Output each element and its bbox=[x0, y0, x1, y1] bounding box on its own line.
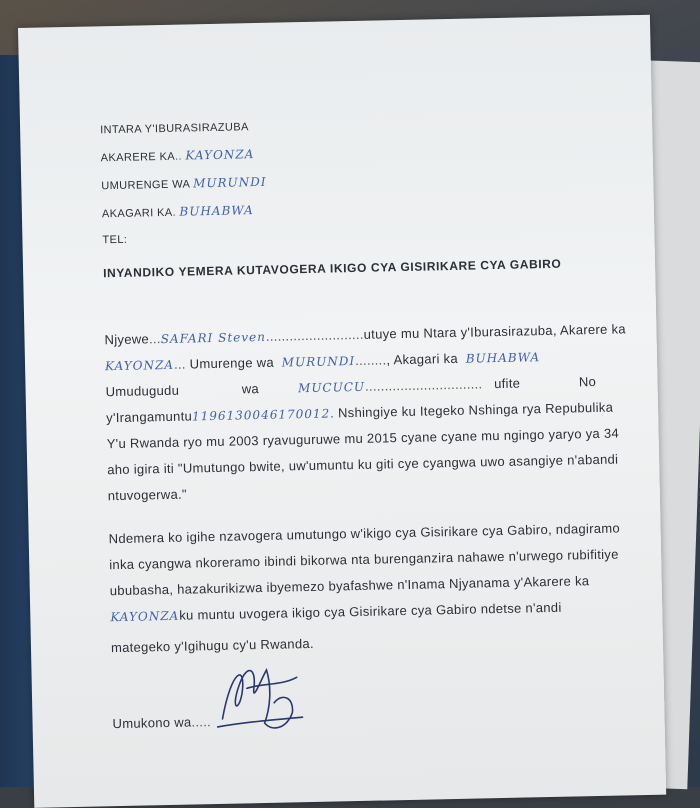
body-p2-line-4: KAYONZAku muntu uvogera ikigo cya Gisirikare cya Gabiro ndetse n'andi bbox=[110, 599, 562, 625]
id-number-handwritten: 1196130046170012 bbox=[191, 406, 331, 424]
body-line-3: Umudugudu wa MUCUCU.............................. ufite No bbox=[105, 373, 597, 400]
signature-line: Umukono wa..... bbox=[112, 714, 212, 732]
tel-line: TEL: bbox=[102, 233, 128, 247]
district-handwritten-2: KAYONZA bbox=[104, 357, 175, 374]
body-p2-line-2: inka cyangwa nkoreramo ibindi bikorwa nta burenganzira nahawe n'urwego rubifitiye bbox=[109, 546, 619, 573]
body-p2-line-1: Ndemera ko igihe nzavogera umutungo w'ikigo cya Gisirikare cya Gabiro, ndagiramo bbox=[108, 520, 621, 547]
body-p2-line-3: ububasha, hazakurikizwa ibyemezo byafashwe n'Inama Njyanama y'Akarere ka bbox=[109, 573, 590, 599]
province-line: INTARA Y'IBURASIRAZUBA bbox=[100, 121, 249, 137]
document-title: INYANDIKO YEMERA KUTAVOGERA IKIGO CYA GISIRIKARE CYA GABIRO bbox=[103, 256, 562, 281]
body-line-2: KAYONZA... Umurenge wa MURUNDI........, Akagari ka BUHABWA bbox=[104, 350, 541, 374]
cell-handwritten: BUHABWA bbox=[179, 203, 254, 219]
body-p2-line-5: mategeko y'Igihugu cy'u Rwanda. bbox=[110, 635, 315, 656]
body-line-7: ntuvogerwa." bbox=[107, 486, 188, 504]
village-handwritten: MUCUCU bbox=[297, 379, 366, 396]
district-line: AKARERE KA.. KAYONZA bbox=[100, 147, 255, 165]
district-handwritten-3: KAYONZA bbox=[110, 608, 180, 625]
body-line-1: Njyewe...SAFARI Steven.........................utuye mu Ntara y'Iburasirazuba, Akarere ka bbox=[104, 321, 626, 348]
sector-handwritten: MURUNDI bbox=[192, 174, 267, 191]
body-line-4: y'Irangamuntu1196130046170012. Nshingiye ku Itegeko Nshinga rya Repubulika bbox=[106, 399, 614, 426]
name-handwritten: SAFARI Steven bbox=[160, 329, 267, 347]
sector-line: UMURENGE WA MURUNDI bbox=[101, 174, 267, 193]
district-handwritten: KAYONZA bbox=[185, 147, 255, 163]
sector-handwritten-2: MURUNDI bbox=[281, 354, 356, 370]
body-line-5: Y'u Rwanda ryo mu 2003 ryavuguruwe mu 2015 cyane cyane mu ngingo yaryo ya 34 bbox=[106, 425, 620, 452]
signature-scribble bbox=[201, 647, 313, 739]
cell-handwritten-2: BUHABWA bbox=[465, 350, 541, 366]
cell-line: AKAGARI KA. BUHABWA bbox=[101, 203, 254, 221]
body-line-6: aho igira iti "Umutungo bwite, uw'umuntu ku giti cye cyangwa uwo asangiye n'abandi bbox=[107, 451, 619, 478]
document-page bbox=[18, 15, 666, 808]
